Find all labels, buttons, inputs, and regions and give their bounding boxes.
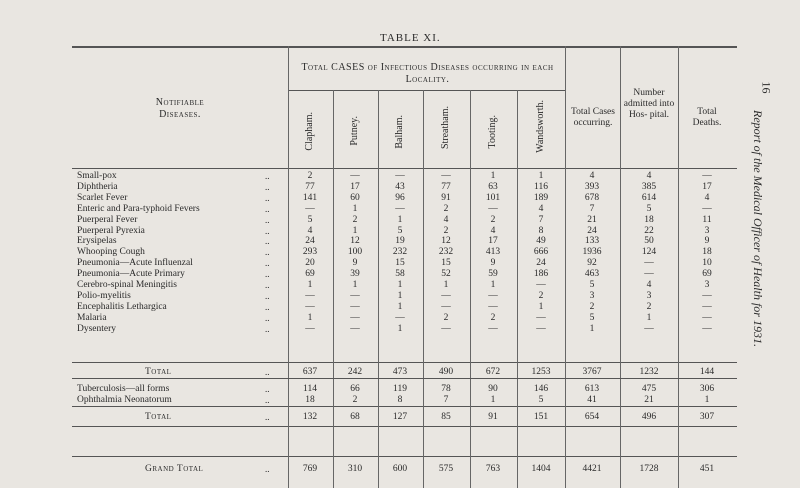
dot-leader: .. [265,247,270,258]
table-cell: — [644,258,654,269]
table-cell: 77 [441,181,451,192]
grand-total-top-rule [72,456,737,457]
table-cell: 5 [646,203,652,214]
dot-leader: .. [265,323,270,334]
table-cell: 4 [538,203,544,214]
table-cell: 2 [443,225,449,236]
table-cell: 490 [438,367,454,377]
table-cell: — [644,269,654,280]
table-cell: 1 [704,395,710,405]
table-cell: 654 [584,412,600,422]
table-cell: 1 [490,395,496,405]
dot-leader: .. [265,301,270,312]
table-cell: 1 [397,290,403,301]
table-cell: 15 [395,258,405,269]
header-admitted: Number admitted into Hos- pital. [623,88,675,120]
table-cell: 496 [641,412,657,422]
table-cell: 10 [702,258,712,269]
table-cell: 5 [307,214,313,225]
table-cell: 2 [538,290,544,301]
table-cell: — [395,203,405,214]
table-cell: 2 [352,214,358,225]
table-cell: 127 [392,412,408,422]
header-locality: Putney. [349,116,360,146]
table-cell: 600 [392,464,408,474]
table-cell: 1 [307,280,313,290]
table-cell: 114 [303,384,317,394]
table-cell: 1 [397,280,403,290]
table-cell: 21 [587,214,597,225]
header-notifiable: Notifiable Diseases. [155,97,205,120]
group-header-rule [288,90,565,91]
table-cell: 1728 [639,464,659,474]
table-cell: 41 [587,395,597,405]
table-cell: 7 [589,203,595,214]
table-cell: 8 [397,395,403,405]
table-cell: 1 [589,323,595,334]
total-label: Total [145,367,172,377]
col-rule [678,46,679,488]
table-cell: 1404 [531,464,551,474]
table-cell: 90 [488,384,498,394]
table-cell: 475 [641,384,657,394]
disease-name: Puerperal Pyrexia [77,225,145,236]
table-cell: — [305,290,315,301]
table-cell: 3 [646,290,652,301]
table-cell: — [350,290,360,301]
table-cell: 4421 [582,464,602,474]
table-cell: — [702,203,712,214]
table-cell: 50 [644,236,654,247]
table-cell: 3 [704,225,710,236]
table-cell: 306 [699,384,715,394]
table-cell: 2 [307,171,313,181]
table-cell: 3 [704,280,710,290]
table-cell: 24 [305,236,315,247]
header-locality: Wandsworth. [535,100,546,153]
header-total-cases-group: Total CASES of Infectious Diseases occurring in each Locality. [301,62,554,85]
dot-leader: .. [265,384,270,394]
total-label: Total [145,412,172,422]
table-cell: 3 [589,290,595,301]
disease-name: Puerperal Fever [77,214,138,225]
table-cell: 59 [488,269,498,280]
table-cell: 1 [490,171,496,181]
table-cell: 17 [702,181,712,192]
table-cell: — [702,301,712,312]
table-cell: 232 [392,247,408,258]
table-cell: 22 [644,225,654,236]
table-cell: 2 [352,395,358,405]
disease-name: Tuberculosis—all forms [77,384,170,394]
disease-name: Whooping Cough [77,247,145,258]
table-cell: 24 [536,258,546,269]
col-rule [378,90,379,488]
table-cell: 1936 [582,247,602,258]
table-cell: — [350,323,360,334]
total-label: Grand Total [145,464,204,474]
dot-leader: .. [265,225,270,236]
table-cell: 17 [350,181,360,192]
table-cell: 12 [350,236,360,247]
table-cell: 2 [589,301,595,312]
table-cell: 189 [533,192,549,203]
table-cell: 3767 [582,367,602,377]
table-cell: 4 [646,171,652,181]
table-cell: — [305,203,315,214]
disease-name: Pneumonia—Acute Influenzal [77,258,193,269]
dot-leader: .. [265,367,270,377]
table-cell: 5 [589,312,595,323]
table-cell: — [702,290,712,301]
disease-name: Small-pox [77,171,117,181]
col-rule [423,90,424,488]
section2-top-rule [72,406,737,407]
table-cell: 4 [443,214,449,225]
table-cell: — [305,301,315,312]
table-cell: 5 [538,395,544,405]
table-cell: 18 [305,395,315,405]
dot-leader: .. [265,395,270,405]
table-cell: 96 [395,192,405,203]
col-rule [470,90,471,488]
table-cell: 678 [584,192,600,203]
table-cell: 2 [490,312,496,323]
table-cell: — [702,323,712,334]
table-cell: — [441,301,451,312]
table-cell: 9 [704,236,710,247]
table-cell: 101 [485,192,501,203]
table-cell: 393 [584,181,600,192]
dot-leader: .. [265,290,270,301]
table-cell: 1 [443,280,449,290]
table-cell: 1 [307,312,313,323]
total-top-rule [72,362,737,363]
table-cell: 1 [352,280,358,290]
table-cell: 2 [443,203,449,214]
table-cell: 52 [441,269,451,280]
table-cell: — [488,301,498,312]
table-cell: 385 [641,181,657,192]
disease-name: Diphtheria [77,181,118,192]
table-cell: 100 [347,247,363,258]
table-cell: 1 [397,323,403,334]
table-cell: 186 [533,269,549,280]
disease-name: Pneumonia—Acute Primary [77,269,185,280]
table-cell: — [305,323,315,334]
table-cell: 637 [302,367,318,377]
table-cell: 666 [533,247,549,258]
header-locality: Balham. [394,115,405,149]
table-cell: 18 [702,247,712,258]
table-cell: 1 [646,312,652,323]
dot-leader: .. [265,181,270,192]
disease-name: Erysipelas [77,236,117,247]
table-cell: 614 [641,192,657,203]
table-cell: 463 [584,269,600,280]
table-cell: 77 [305,181,315,192]
table-cell: 85 [441,412,451,422]
table-cell: — [702,171,712,181]
table-cell: 49 [536,236,546,247]
table-cell: 43 [395,181,405,192]
disease-name: Dysentery [77,323,117,334]
header-locality: Streatham. [440,106,451,150]
table-cell: — [488,290,498,301]
disease-name: Cerebro-spinal Meningitis [77,280,177,290]
table-cell: — [441,323,451,334]
table-cell: 232 [438,247,454,258]
table-cell: 307 [699,412,715,422]
col-rule [333,90,334,488]
table-title: TABLE XI. [380,32,441,44]
table-cell: 1253 [531,367,551,377]
table-cell: 310 [347,464,363,474]
table-cell: — [702,312,712,323]
table-cell: 124 [641,247,657,258]
table-cell: 5 [589,280,595,290]
table-cell: 7 [443,395,449,405]
table-cell: 613 [584,384,600,394]
dot-leader: .. [265,280,270,290]
table-cell: 69 [702,269,712,280]
dot-leader: .. [265,258,270,269]
table-cell: 91 [488,412,498,422]
table-cell: 60 [350,192,360,203]
dot-leader: .. [265,171,270,181]
table-cell: 141 [302,192,318,203]
col-rule [620,46,621,488]
disease-name: Polio-myelitis [77,290,131,301]
table-cell: 12 [441,236,451,247]
table-top-rule [72,46,737,48]
header-deaths: Total Deaths. [692,107,722,128]
table-cell: 293 [302,247,318,258]
table-cell: 92 [587,258,597,269]
table-cell: — [395,171,405,181]
table-cell: 39 [350,269,360,280]
table-cell: 91 [441,192,451,203]
disease-name: Scarlet Fever [77,192,128,203]
col-rule [517,90,518,488]
table-cell: 8 [538,225,544,236]
table-cell: — [536,280,546,290]
dot-leader: .. [265,464,270,474]
table-cell: 4 [490,225,496,236]
disease-name: Ophthalmia Neonatorum [77,395,172,405]
table-cell: 4 [646,280,652,290]
table-cell: 5 [397,225,403,236]
header-locality: Clapham. [304,112,315,151]
table-cell: 1 [538,301,544,312]
section2-divider-rule [72,378,737,379]
table-cell: 451 [699,464,715,474]
table-cell: 4 [307,225,313,236]
page-number: 16 [759,81,774,94]
table-cell: 66 [350,384,360,394]
header-total-cases: Total Cases occurring. [571,107,615,128]
table-cell: — [350,171,360,181]
table-cell: 575 [438,464,454,474]
dot-leader: .. [265,412,270,422]
table-cell: — [350,312,360,323]
table-cell: — [441,171,451,181]
table-cell: 17 [488,236,498,247]
table-cell: 133 [584,236,600,247]
table-cell: 1 [490,280,496,290]
table-cell: 1 [352,225,358,236]
dot-leader: .. [265,236,270,247]
table-cell: 4 [704,192,710,203]
table-cell: 1 [352,203,358,214]
table-cell: 9 [490,258,496,269]
table-cell: 1 [538,171,544,181]
header-locality: Tooting. [487,115,498,149]
table-cell: 242 [347,367,363,377]
table-cell: — [536,323,546,334]
table-cell: 15 [441,258,451,269]
table-cell: 672 [485,367,501,377]
table-cell: — [395,312,405,323]
table-cell: 769 [302,464,318,474]
table-cell: 151 [533,412,549,422]
table-cell: 4 [589,171,595,181]
table-cell: 78 [441,384,451,394]
table-cell: 21 [644,395,654,405]
table-cell: 144 [699,367,715,377]
table-cell: 19 [395,236,405,247]
table-cell: 2 [443,312,449,323]
dot-leader: .. [265,214,270,225]
col-rule [565,46,566,488]
table-cell: 68 [350,412,360,422]
table-cell: 11 [702,214,712,225]
table-cell: — [441,290,451,301]
table-cell: 7 [538,214,544,225]
table-cell: 413 [485,247,501,258]
table-cell: 119 [393,384,407,394]
side-title: Report of the Medical Officer of Health for 1931. [751,110,765,347]
table-cell: — [488,323,498,334]
table-cell: 1 [397,214,403,225]
dot-leader: .. [265,192,270,203]
table-cell: — [350,301,360,312]
table-cell: 58 [395,269,405,280]
table-cell: — [488,203,498,214]
dot-leader: .. [265,203,270,214]
table-cell: 1232 [639,367,659,377]
disease-name: Encephalitis Lethargica [77,301,167,312]
table-cell: 9 [352,258,358,269]
table-cell: 146 [533,384,549,394]
table-cell: 2 [490,214,496,225]
disease-name: Enteric and Para-typhoid Fevers [77,203,200,214]
table-cell: 1 [397,301,403,312]
table-cell: — [536,312,546,323]
table-cell: 20 [305,258,315,269]
table-cell: 18 [644,214,654,225]
table-cell: — [644,323,654,334]
disease-name: Malaria [77,312,107,323]
dot-leader: .. [265,312,270,323]
table-cell: 116 [534,181,548,192]
table-cell: 132 [302,412,318,422]
table-cell: 473 [392,367,408,377]
table-cell: 763 [485,464,501,474]
table-cell: 2 [646,301,652,312]
header-bottom-rule [72,168,737,169]
table-cell: 24 [587,225,597,236]
table-cell: 63 [488,181,498,192]
dot-leader: .. [265,269,270,280]
table-cell: 69 [305,269,315,280]
total2-top-rule [72,426,737,427]
